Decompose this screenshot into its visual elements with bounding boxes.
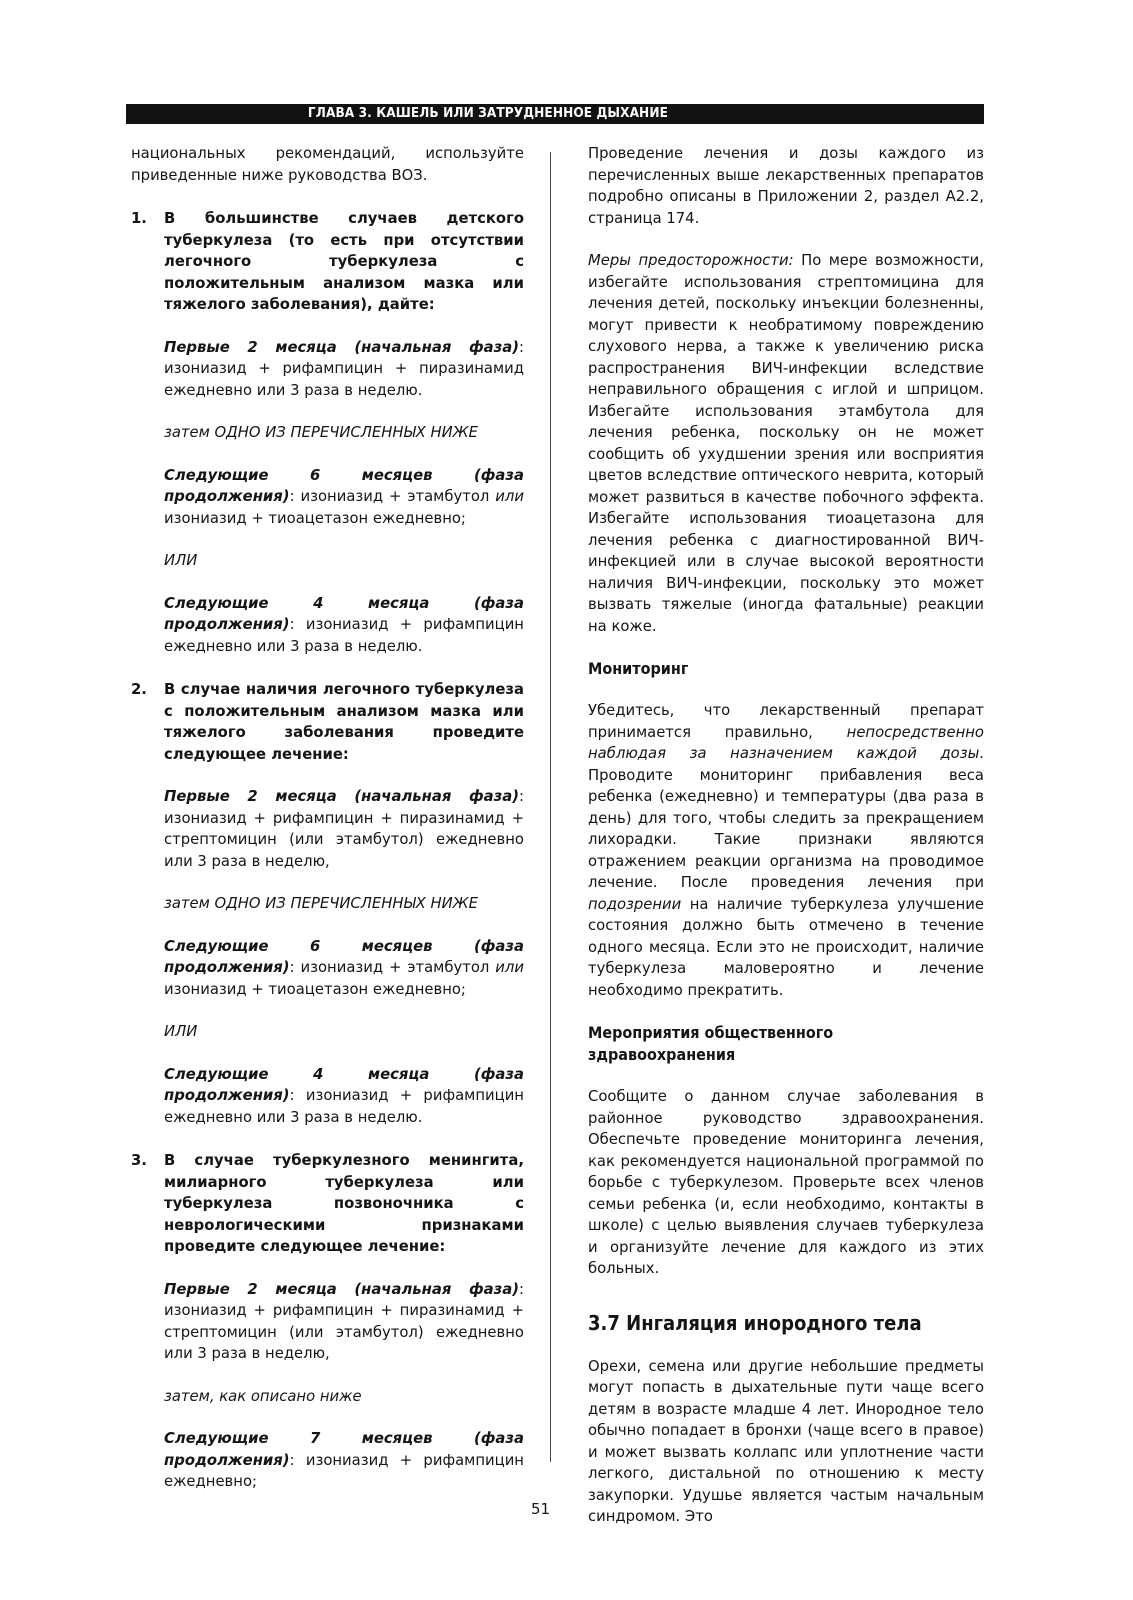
monitoring-text: на наличие туберкулеза улучшение состояния должно быть отмечено в течение одного месяца. Если это не происходит, наличие туберкулеза маловероятно и лечение необходимо прекратить. <box>588 895 984 999</box>
chapter-header-bar <box>126 104 984 124</box>
or-separator: ИЛИ <box>164 552 198 569</box>
list-item-2 <box>131 679 524 765</box>
phase-block: Первые 2 месяца (начальная фаза): изониазид + рифампицин + пиразинамид + стрептомицин (или этамбутол) ежедневно или 3 раза в неделю, <box>164 1280 524 1362</box>
item-heading: В случае туберкулезного менингита, милиарного туберкулеза или туберкулеза позвоночника с неврологическими признаками проведите следующее лечение: <box>164 1152 524 1255</box>
precautions-text: По мере возможности, избегайте использования стрептомицина для лечения детей, поскольку инъекции болезненны, могут привести к необратимому повреждению слухового нерва, а также к увеличению риска распространения ВИЧ-инфекции вследствие неправильного обращения с иглой и шприцом. Избегайте использования этамбутола для лечения ребенка, поскольку он не может сообщить об ухудшении зрения или восприятия цветов вследствие оптического неврита, который может развиться в качестве побочного эффекта. Избегайте использования тиоацетазона для лечения ребенка с диагностированной ВИЧ-инфекцией или в случае высокой вероятности наличия ВИЧ-инфекции, поскольку это может вызвать тяжелые (иногда фатальные) реакции на коже. <box>588 252 984 635</box>
public-health-heading: Мероприятия общественного здравоохранения <box>588 1023 834 1064</box>
option-text: изониазид + этамбутол <box>300 488 490 505</box>
list-number: 2. <box>131 681 147 698</box>
option-or: или <box>495 488 524 505</box>
phase-label: Первые 2 месяца (начальная фаза) <box>164 788 519 805</box>
phase-block: Первые 2 месяца (начальная фаза): изониазид + рифампицин + пиразинамид + стрептомицин (или этамбутол) ежедневно или 3 раза в неделю, <box>164 788 524 870</box>
precautions-label: Меры предосторожности: <box>588 252 794 269</box>
monitoring-paragraph <box>588 700 984 1001</box>
option-text: изониазид + рифампицин ежедневно; <box>164 1451 524 1490</box>
option-block: Следующие 4 месяца (фаза продолжения): изониазид + рифампицин ежедневно или 3 раза в неделю. <box>164 594 524 655</box>
public-health-paragraph: Сообщите о данном случае заболевания в районное руководство здравоохранения. Обеспечьте проведение мониторинга лечения, как рекомендуется национальной программой по борьбе с туберкулезом. Проверьте всех членов семьи ребенка (и, если необходимо, контакты в школе) с целью выявления случаев туберкулеза и организуйте лечение для каждого из этих больных. <box>588 1088 984 1277</box>
option-or: или <box>495 959 524 976</box>
section-heading: 3.7 Ингаляция инородного тела <box>588 1310 922 1335</box>
chapter-title: ГЛАВА 3. КАШЕЛЬ ИЛИ ЗАТРУДНЕННОЕ ДЫХАНИЕ <box>307 105 668 121</box>
monitoring-heading: Мониторинг <box>588 659 689 678</box>
item-heading: В большинстве случаев детского туберкулеза (то есть при отсутствии легочного туберкулеза с положительным анализом мазка или тяжелого заболевания), дайте: <box>164 210 524 313</box>
option-text: изониазид + тиоацетазон ежедневно; <box>164 980 466 998</box>
option-block: Следующие 7 месяцев (фаза продолжения): изониазид + рифампицин ежедневно; <box>164 1430 524 1490</box>
list-number: 3. <box>131 1152 147 1169</box>
option-label: Следующие 4 месяца (фаза продолжения) <box>164 594 524 633</box>
then-note: затем ОДНО ИЗ ПЕРЕЧИСЛЕННЫХ НИЖЕ <box>164 424 478 441</box>
right-column <box>588 143 984 1528</box>
then-note: затем ОДНО ИЗ ПЕРЕЧИСЛЕННЫХ НИЖЕ <box>164 895 478 912</box>
option-label: Следующие 6 месяцев (фаза продолжения) <box>164 937 524 976</box>
phase-label: Первые 2 месяца (начальная фаза) <box>164 1280 519 1298</box>
then-note: затем, как описано ниже <box>164 1387 362 1405</box>
option-text: изониазид + рифампицин ежедневно или 3 раза в неделю. <box>164 616 524 655</box>
option-label: Следующие 6 месяцев (фаза продолжения) <box>164 466 524 505</box>
option-text: изониазид + этамбутол <box>300 959 490 976</box>
phase-text: изониазид + рифампицин + пиразинамид + стрептомицин (или этамбутол) ежедневно или 3 раза в неделю, <box>164 809 524 870</box>
phase-text: изониазид + рифампицин + пиразинамид + стрептомицин (или этамбутол) ежедневно или 3 раза в неделю, <box>164 1302 524 1362</box>
item-heading: В случае наличия легочного туберкулеза с положительным анализом мазка или тяжелого заболевания проведите следующее лечение: <box>164 681 524 763</box>
intro-paragraph: национальных рекомендаций, используйте приведенные ниже руководства ВОЗ. <box>131 145 524 184</box>
monitoring-text: Убедитесь, что лекарственный препарат принимается правильно, <box>588 702 984 741</box>
monitoring-emphasis: подозрении <box>588 895 682 913</box>
section-paragraph: Орехи, семена или другие небольшие предметы могут попасть в дыхательные пути чаще всего детям в возрасте младше 4 лет. Инородное тело обычно попадает в бронхи (чаще всего в правое) и может вызвать коллапс или уплотнение части легкого, дистальной по отношению к месту закупорки. Удушье является частым начальным синдромом. Это <box>588 1357 984 1525</box>
left-column <box>131 143 524 1493</box>
monitoring-text: . Проводите мониторинг прибавления веса ребенка (ежедневно) и температуры (два раза в день) для того, чтобы следить за прекращением лихорадки. Такие признаки являются отражением реакции организма на проводимое лечение. После проведения лечения при <box>588 745 984 891</box>
phase-label: Первые 2 месяца (начальная фаза) <box>164 338 519 356</box>
option-block: Следующие 6 месяцев (фаза продолжения): изониазид + этамбутол или изониазид + тиоацетазон ежедневно; <box>164 466 524 527</box>
or-separator: ИЛИ <box>164 1023 198 1040</box>
option-text: изониазид + рифампицин ежедневно или 3 раза в неделю. <box>164 1087 524 1126</box>
list-item-1 <box>131 208 524 316</box>
precautions-paragraph <box>588 250 984 637</box>
list-item-3 <box>131 1150 524 1258</box>
option-block: Следующие 4 месяца (фаза продолжения): изониазид + рифампицин ежедневно или 3 раза в неделю. <box>164 1065 524 1126</box>
option-block: Следующие 6 месяцев (фаза продолжения): изониазид + этамбутол или изониазид + тиоацетазон ежедневно; <box>164 937 524 998</box>
phase-block: Первые 2 месяца (начальная фаза): изониазид + рифампицин + пиразинамид ежедневно или 3 раза в неделю. <box>164 338 524 399</box>
phase-text: изониазид + рифампицин + пиразинамид ежедневно или 3 раза в неделю. <box>164 360 524 399</box>
option-label: Следующие 4 месяца (фаза продолжения) <box>164 1065 524 1104</box>
column-divider <box>550 152 551 1462</box>
option-text: изониазид + тиоацетазон ежедневно; <box>164 509 466 527</box>
dosage-paragraph: Проведение лечения и дозы каждого из перечисленных выше лекарственных препаратов подробно описаны в Приложении 2, раздел А2.2, страница 174. <box>588 145 984 227</box>
monitoring-emphasis: непосредственно наблюдая за назначением каждой дозы <box>588 723 984 762</box>
option-label: Следующие 7 месяцев (фаза продолжения) <box>164 1430 524 1469</box>
list-number: 1. <box>131 210 147 227</box>
page-number: 51 <box>531 1500 551 1518</box>
